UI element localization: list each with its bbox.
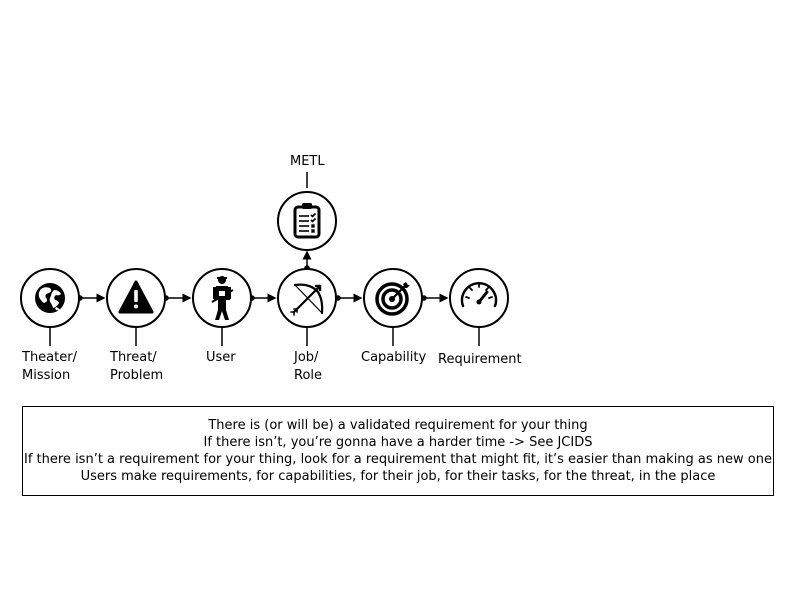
label-threat (110, 349, 163, 385)
label-metl-text: METL (290, 154, 325, 169)
label-user (206, 349, 236, 367)
node-requirement (450, 269, 508, 327)
label-user-text: User (206, 350, 236, 365)
node-capability (364, 269, 422, 327)
label-requirement (438, 351, 522, 369)
node-user (193, 269, 251, 327)
note-line-1: There is (or will be) a validated requirement for your thing (208, 418, 588, 433)
globe-icon (35, 283, 65, 313)
label-job-line1: Job/ (294, 350, 319, 365)
label-theater-line2: Mission (22, 368, 71, 383)
note-box (22, 406, 774, 496)
connectors (50, 172, 479, 346)
node-job (278, 269, 336, 327)
label-theater-line1: Theater/ (22, 350, 77, 365)
label-requirement-text: Requirement (438, 352, 522, 367)
note-line-2: If there isn’t, you’re gonna have a harder time -> See JCIDS (203, 435, 593, 450)
label-theater (22, 349, 77, 385)
node-metl (278, 192, 336, 250)
node-theater (21, 269, 79, 327)
node-threat (107, 269, 165, 327)
label-job-line2: Role (294, 368, 323, 383)
label-job (294, 349, 322, 385)
label-threat-line2: Problem (110, 368, 164, 383)
label-threat-line1: Threat/ (110, 350, 157, 365)
note-line-4: Users make requirements, for capabilities, for their job, for their tasks, for the threat, in the place (80, 469, 716, 484)
note-line-3: If there isn’t a requirement for your thing, look for a requirement that might fit, it’s easier than making as new one (24, 452, 772, 467)
label-metl (290, 153, 325, 171)
label-capability (361, 349, 426, 367)
label-capability-text: Capability (361, 350, 427, 365)
